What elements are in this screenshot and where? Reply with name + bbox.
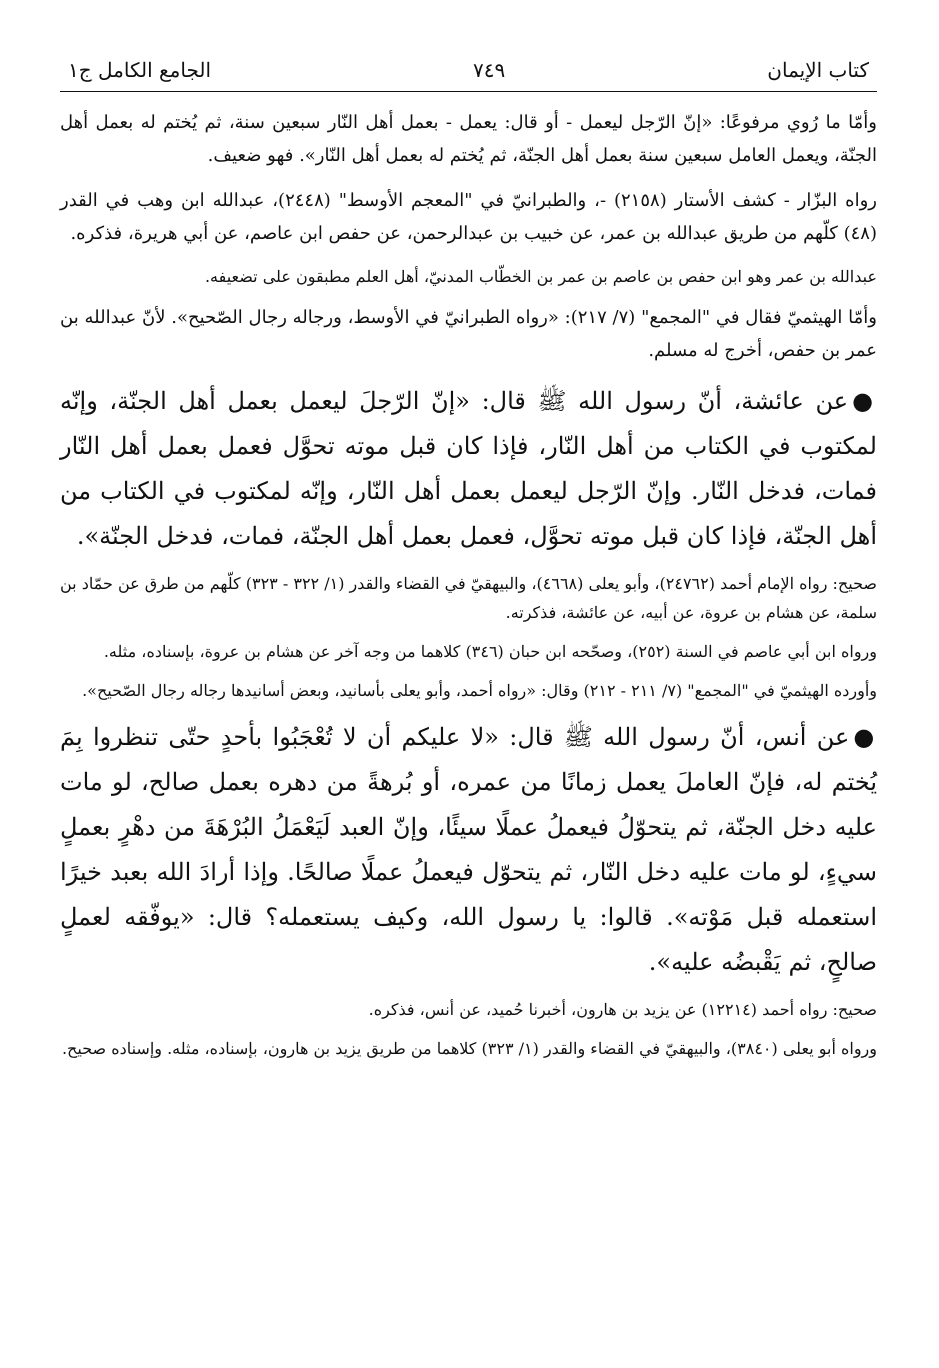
bullet-icon: ● [852,387,877,415]
note-paragraph [60,1034,877,1063]
paragraph-text: وأورده الهيثميّ في "المجمع" (٧/ ٢١١ - ٢١٢) وقال: «رواه أحمد، وأبو يعلى بأسانيد، وبعض أسانيدها رجاله رجال الصّحيح». [82,681,877,700]
paragraph-text: وأمّا الهيثميّ فقال في "المجمع" (٧/ ٢١٧): «رواه الطبرانيّ في الأوسط، ورجاله رجال الصّحيح». لأنّ عبدالله بن عمر بن حفص، أخرج له مسلم. [60,307,877,361]
note-paragraph [60,676,877,705]
bullet-icon: ● [853,723,877,751]
book-title: كتاب الإيمان [767,58,869,82]
paragraph-text: رواه البزّار - كشف الأستار (٢١٥٨) -، والطبرانيّ في "المعجم الأوسط" (٢٤٤٨)، عبدالله ابن وهب في القدر (٤٨) كلّهم من طريق عبدالله بن عمر، عن خبيب بن عبدالرحمن، عن حفص ابن عاصم، عن أبي هريرة، فذكره. [60,190,877,244]
paragraph [60,106,877,172]
paragraph-text: صحيح: رواه أحمد (١٢٢١٤) عن يزيد بن هارون، أخبرنا حُميد، عن أنس، فذكره. [368,1000,877,1019]
paragraph [60,301,877,367]
paragraph-text: عبدالله بن عمر وهو ابن حفص بن عاصم بن عمر بن الخطّاب المدنيّ، أهل العلم مطبقون على تضعيفه. [204,267,877,286]
note-paragraph [60,637,877,666]
paragraph-text: صحيح: رواه الإمام أحمد (٢٤٧٦٢)، وأبو يعلى (٤٦٦٨)، والبيهقيّ في القضاء والقدر (١/ ٣٢٢ - ٣٢٣) كلّهم من طرق عن حمّاد بن سلمة، عن هشام بن عروة، عن أبيه، عن عائشة، فذكرته. [60,574,877,622]
paragraph-text: ورواه ابن أبي عاصم في السنة (٢٥٢)، وصحّحه ابن حبان (٣٤٦) كلاهما من وجه آخر عن هشام بن عروة، بإسناده، مثله. [103,642,877,661]
header-divider [60,91,877,92]
page-number: ٧٤٩ [473,58,506,82]
paragraph-text: ورواه أبو يعلى (٣٨٤٠)، والبيهقيّ في القضاء والقدر (١/ ٣٢٣) كلاهما من طريق يزيد بن هارون، بإسناده، مثله. وإسناده صحيح. [61,1039,877,1058]
hadith-text: عن عائشة، أنّ رسول الله ﷺ قال: «إنّ الرّجلَ ليعمل بعمل أهل الجنّة، وإنّه لمكتوب في الكتاب من أهل النّار، فإذا كان قبل موته تحوَّل فعمل بعمل أهل النّار فمات، فدخل النّار. وإنّ الرّجل ليعمل بعمل أهل النّار، وإنّه لمكتوب في الكتاب من أهل الجنّة، فإذا كان قبل موته تحوَّل، فعمل بعمل أهل الجنّة، فمات، فدخل الجنّة». [60,387,877,550]
note-paragraph [60,995,877,1024]
note-paragraph [60,262,877,291]
hadith-paragraph [60,379,877,559]
page-header [60,55,877,89]
hadith-paragraph [60,715,877,985]
volume-title: الجامع الكامل ج١ [68,58,212,82]
hadith-text: عن أنس، أنّ رسول الله ﷺ قال: «لا عليكم أن لا تُعْجَبُوا بأحدٍ حتّى تنظروا بِمَ يُختم له، فإنّ العاملَ يعمل زمانًا من عمره، أو بُرهةً من دهره بعمل صالح، لو مات عليه دخل الجنّة، ثم يتحوّلُ فيعملُ عملًا سيئًا، وإنّ العبد لَيَعْمَلُ البُرْهَةَ من دهْرٍ بعملٍ سيءٍ، لو مات عليه دخل النّار، ثم يتحوّل فيعملُ عملًا صالحًا. وإذا أرادَ الله بعبد خيرًا استعمله قبل مَوْته». قالوا: يا رسول الله، وكيف يستعمله؟ قال: «يوفّقه لعملٍ صالحٍ، ثم يَقْبضُه عليه». [60,723,877,976]
note-paragraph [60,569,877,627]
page-body [60,106,877,1063]
paragraph-text: وأمّا ما رُوي مرفوعًا: «إنّ الرّجل ليعمل - أو قال: يعمل - بعمل أهل النّار سبعين سنة، ثم يُختم له بعمل أهل الجنّة، ويعمل العامل سبعين سنة بعمل أهل الجنّة، ثم يُختم له بعمل أهل النّار». فهو ضعيف. [60,112,877,166]
paragraph [60,184,877,250]
